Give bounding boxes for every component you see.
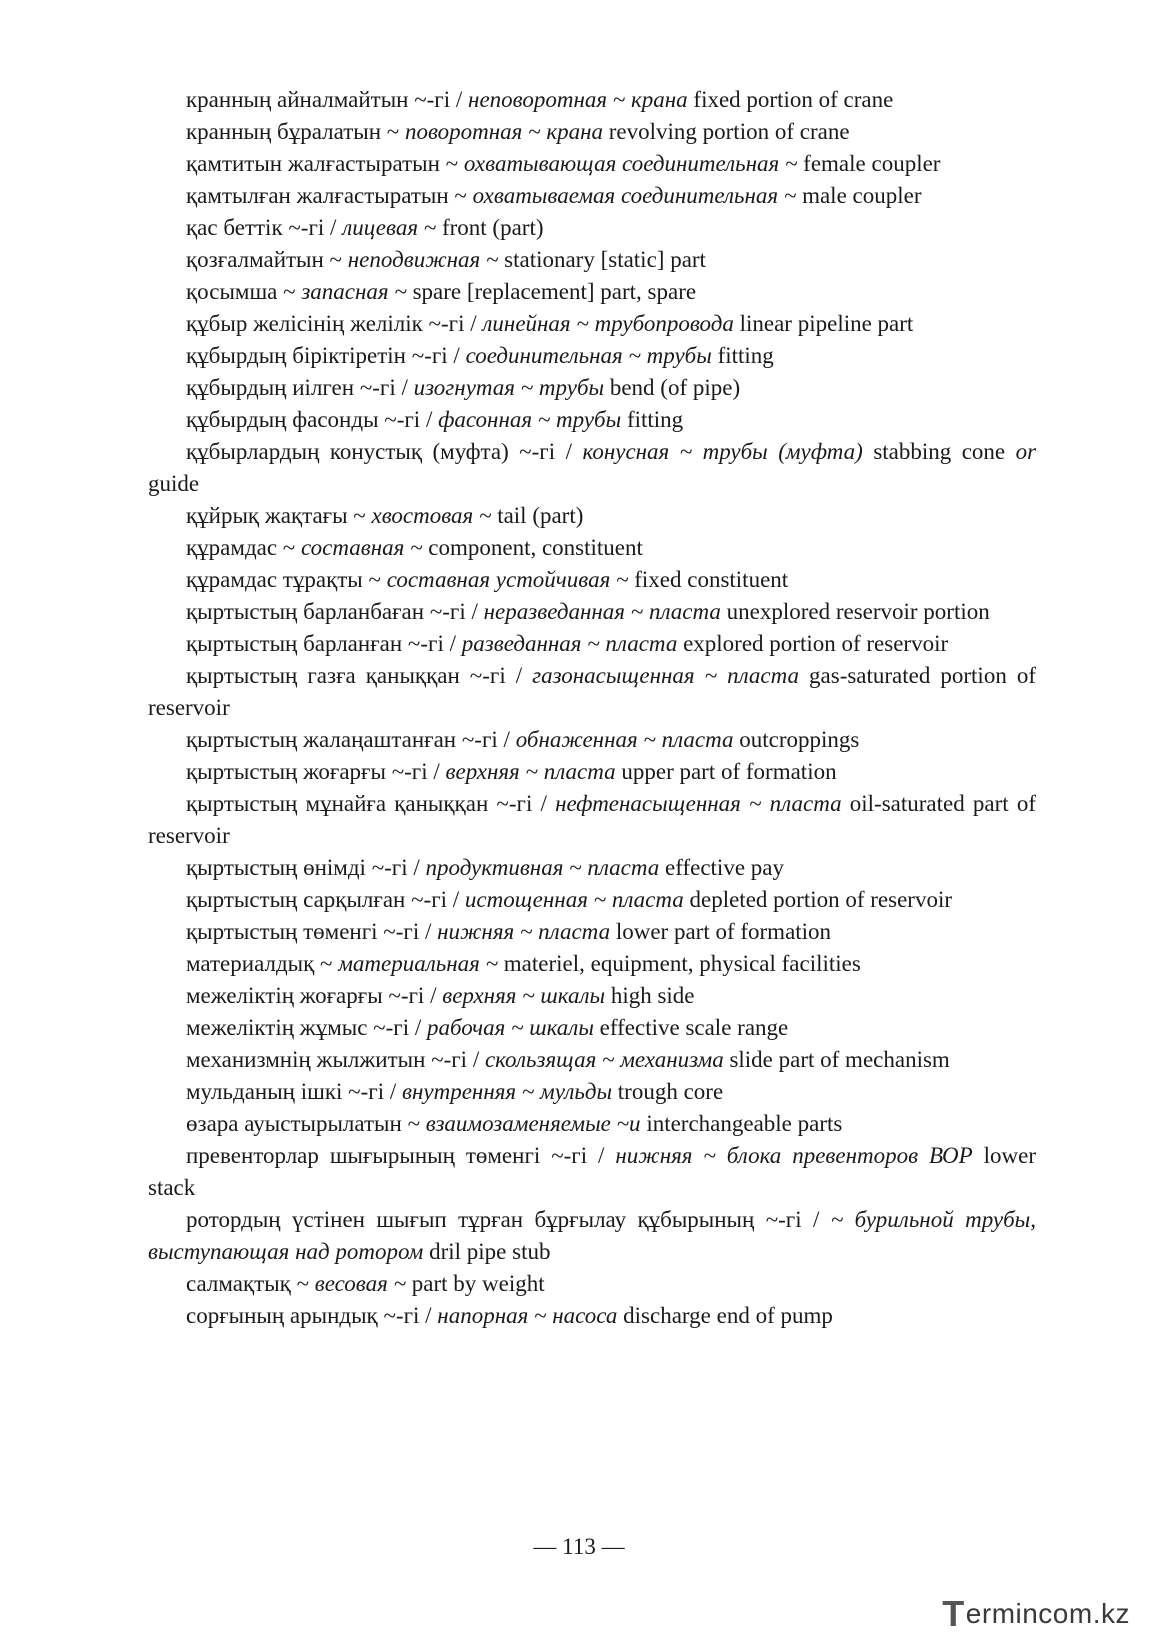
entry-english-term: upper part of formation [621, 759, 837, 784]
entry-english-term: high side [610, 983, 695, 1008]
dictionary-entry [148, 1300, 1036, 1332]
entry-english-term: slide part of mechanism [729, 1047, 950, 1072]
entry-english-term: linear pipeline part [739, 311, 914, 336]
entry-kazakh-term: құйрық жақтағы ~ [186, 503, 366, 528]
entry-english-term: fixed portion of crane [693, 87, 894, 112]
entry-kazakh-term: қыртыстың өнімді ~-гі / [186, 855, 420, 880]
entry-kazakh-term: құрамдас тұрақты ~ [186, 567, 381, 592]
entry-russian-term: линейная ~ трубопровода [482, 311, 734, 336]
dictionary-entry [148, 84, 1036, 116]
entry-kazakh-term: қыртыстың барланған ~-гі / [186, 631, 456, 656]
dictionary-entry [148, 596, 1036, 628]
entry-kazakh-term: сорғының арындық ~-гі / [186, 1303, 432, 1328]
entry-english-term: gas-saturated portion of reservoir [148, 663, 1036, 720]
entry-russian-term: материальная ~ [338, 951, 499, 976]
entry-english-term: unexplored reservoir portion [726, 599, 990, 624]
dictionary-entry [148, 628, 1036, 660]
entry-english-term: fixed constituent [634, 567, 789, 592]
entry-english-term: depleted portion of reservoir [689, 887, 952, 912]
dictionary-entry [148, 532, 1036, 564]
dictionary-entry [148, 372, 1036, 404]
dictionary-entry [148, 884, 1036, 916]
entry-kazakh-term: кранның бұралатын ~ [186, 119, 400, 144]
entry-kazakh-term: қыртыстың төменгі ~-гі / [186, 919, 432, 944]
entry-russian-term: верхняя ~ пласта [445, 759, 616, 784]
dictionary-entry [148, 852, 1036, 884]
entry-english-term-alt: guide [148, 471, 200, 496]
entry-russian-term: обнаженная ~ пласта [515, 727, 734, 752]
dictionary-entry [148, 724, 1036, 756]
entry-kazakh-term: қосымша ~ [186, 279, 296, 304]
entry-english-term: spare [replacement] part, spare [412, 279, 697, 304]
entry-english-term: bend (of pipe) [609, 375, 741, 400]
dictionary-entry [148, 564, 1036, 596]
dictionary-entry [148, 404, 1036, 436]
dictionary-entry [148, 180, 1036, 212]
entry-english-term: tail (part) [497, 503, 584, 528]
entry-russian-term: неразведанная ~ пласта [483, 599, 721, 624]
entry-kazakh-term: құбырдың біріктіретін ~-гі / [186, 343, 460, 368]
dictionary-entry [148, 980, 1036, 1012]
entry-russian-term: запасная ~ [301, 279, 407, 304]
entry-kazakh-term: қозғалмайтын ~ [186, 247, 343, 272]
entry-russian-term: охватывающая соединительная ~ [463, 151, 798, 176]
entry-english-term: fitting [717, 343, 774, 368]
dictionary-entry [148, 660, 1036, 724]
entry-russian-term: конусная ~ трубы (муфта) [582, 439, 863, 464]
entry-english-term: discharge end of pump [623, 1303, 833, 1328]
entry-russian-term: фасонная ~ трубы [438, 407, 622, 432]
site-watermark-logo [942, 1593, 1130, 1634]
entry-russian-term: взаимозаменяемые ~и [425, 1111, 641, 1136]
entry-english-term: part by weight [411, 1271, 545, 1296]
entry-english-term: stationary [static] part [504, 247, 706, 272]
entry-russian-term: составная устойчивая ~ [386, 567, 629, 592]
entry-russian-term: соединительная ~ трубы [465, 343, 712, 368]
watermark-text: ermincom.kz [965, 1598, 1130, 1629]
dictionary-entry [148, 788, 1036, 852]
dictionary-entry [148, 1076, 1036, 1108]
entry-english-term: dril pipe stub [429, 1239, 551, 1264]
dictionary-entry [148, 116, 1036, 148]
dictionary-entry [148, 500, 1036, 532]
entry-english-term: outcroppings [739, 727, 860, 752]
entry-english-term: effective scale range [599, 1015, 789, 1040]
entry-kazakh-term: қыртыстың мұнайға қаныққан ~-гі / [186, 791, 547, 816]
dictionary-entry [148, 244, 1036, 276]
dictionary-entry [148, 308, 1036, 340]
entry-russian-term: изогнутая ~ трубы [413, 375, 605, 400]
dictionary-entry [148, 1108, 1036, 1140]
entry-english-term: male coupler [802, 183, 922, 208]
entry-russian-term: нижняя ~ пласта [437, 919, 611, 944]
dictionary-entry [148, 1044, 1036, 1076]
dictionary-entry [148, 436, 1036, 500]
dictionary-page [148, 84, 1036, 1332]
entry-kazakh-term: мульданың ішкі ~-гі / [186, 1079, 397, 1104]
entry-russian-term: весовая ~ [314, 1271, 407, 1296]
entry-russian-term: нефтенасыщенная ~ пласта [555, 791, 842, 816]
entry-or-connector: or [1015, 439, 1037, 464]
entry-kazakh-term: қыртыстың жалаңаштанған ~-гі / [186, 727, 510, 752]
entry-english-term: explored portion of reservoir [683, 631, 949, 656]
dictionary-entry [148, 212, 1036, 244]
entry-russian-term: неповоротная ~ крана [468, 87, 688, 112]
entry-russian-term: разведанная ~ пласта [461, 631, 678, 656]
dictionary-entry [148, 756, 1036, 788]
entry-kazakh-term: қыртыстың жоғарғы ~-гі / [186, 759, 440, 784]
entry-kazakh-term: құбырдың фасонды ~-гі / [186, 407, 433, 432]
entry-russian-term: неподвижная ~ [347, 247, 499, 272]
entry-english-term: revolving portion of crane [608, 119, 850, 144]
dictionary-entry [148, 948, 1036, 980]
page-number: — 113 — [533, 1534, 625, 1559]
entry-english-term: lower stack [148, 1143, 1036, 1200]
entry-russian-term: продуктивная ~ пласта [425, 855, 660, 880]
entry-kazakh-term: қас беттік ~-гі / [186, 215, 337, 240]
entry-english-term: trough core [617, 1079, 724, 1104]
dictionary-entry [148, 1012, 1036, 1044]
entry-english-term: female coupler [803, 151, 941, 176]
entry-kazakh-term: құбыр желісінің желілік ~-гі / [186, 311, 477, 336]
entry-russian-term: поворотная ~ крана [404, 119, 603, 144]
dictionary-entry [148, 340, 1036, 372]
entry-english-term: fitting [626, 407, 684, 432]
entry-russian-term: напорная ~ насоса [437, 1303, 618, 1328]
entry-russian-term: нижняя ~ блока превенторов ВОР [615, 1143, 973, 1168]
entry-english-term: component, constituent [428, 535, 643, 560]
entry-russian-term: составная ~ [301, 535, 423, 560]
dictionary-entry [148, 1140, 1036, 1204]
entry-english-term: stabbing cone [873, 439, 1006, 464]
entry-kazakh-term: қыртыстың барланбаған ~-гі / [186, 599, 478, 624]
entry-kazakh-term: өзара ауыстырылатын ~ [186, 1111, 421, 1136]
entry-russian-term: рабочая ~ шкалы [426, 1015, 594, 1040]
entry-kazakh-term: межеліктің жұмыс ~-гі / [186, 1015, 422, 1040]
entry-english-term: oil-saturated part of reservoir [148, 791, 1037, 848]
entry-russian-term: внутренняя ~ мульды [401, 1079, 613, 1104]
entry-kazakh-term: қыртыстың газға қаныққан ~-гі / [186, 663, 523, 688]
entry-english-term: front (part) [441, 215, 544, 240]
entry-kazakh-term: материалдық ~ [186, 951, 333, 976]
dictionary-entry [148, 916, 1036, 948]
dictionary-entry [148, 1268, 1036, 1300]
entry-kazakh-term: құбырлардың конустық (муфта) ~-гі / [186, 439, 572, 464]
entry-kazakh-term: кранның айналмайтын ~-гі / [186, 87, 463, 112]
entry-english-term: effective pay [665, 855, 784, 880]
entry-english-term: materiel, equipment, physical facilities [503, 951, 861, 976]
entry-russian-term: ~ бурильной трубы, выступающая над ротором [148, 1207, 1037, 1264]
entry-russian-term: скользящая ~ механизма [484, 1047, 724, 1072]
entry-kazakh-term: қыртыстың сарқылған ~-гі / [186, 887, 460, 912]
entry-russian-term: верхняя ~ шкалы [442, 983, 606, 1008]
entry-russian-term: лицевая ~ [342, 215, 437, 240]
entry-kazakh-term: ротордың үстінен шығып тұрған бұрғылау құбырының ~-гі / [186, 1207, 820, 1232]
dictionary-entry [148, 276, 1036, 308]
entry-kazakh-term: құрамдас ~ [186, 535, 296, 560]
dictionary-entry [148, 1204, 1036, 1268]
entry-kazakh-term: құбырдың иілген ~-гі / [186, 375, 408, 400]
entry-kazakh-term: қамтылған жалғастыратын ~ [186, 183, 467, 208]
entry-kazakh-term: салмақтық ~ [186, 1271, 310, 1296]
entry-kazakh-term: механизмнің жылжитын ~-гі / [186, 1047, 480, 1072]
entry-russian-term: истощенная ~ пласта [464, 887, 684, 912]
entry-english-term: interchangeable parts [646, 1111, 843, 1136]
entry-russian-term: газонасыщенная ~ пласта [532, 663, 800, 688]
entry-russian-term: охватываемая соединительная ~ [472, 183, 797, 208]
dictionary-entry [148, 148, 1036, 180]
entry-russian-term: хвостовая ~ [371, 503, 492, 528]
entry-kazakh-term: қамтитын жалғастыратын ~ [186, 151, 459, 176]
entry-english-term: lower part of formation [615, 919, 832, 944]
entry-kazakh-term: межеліктің жоғарғы ~-гі / [186, 983, 437, 1008]
watermark-first-letter: T [942, 1593, 965, 1634]
entry-kazakh-term: превенторлар шығырының төменгі ~-гі / [186, 1143, 605, 1168]
